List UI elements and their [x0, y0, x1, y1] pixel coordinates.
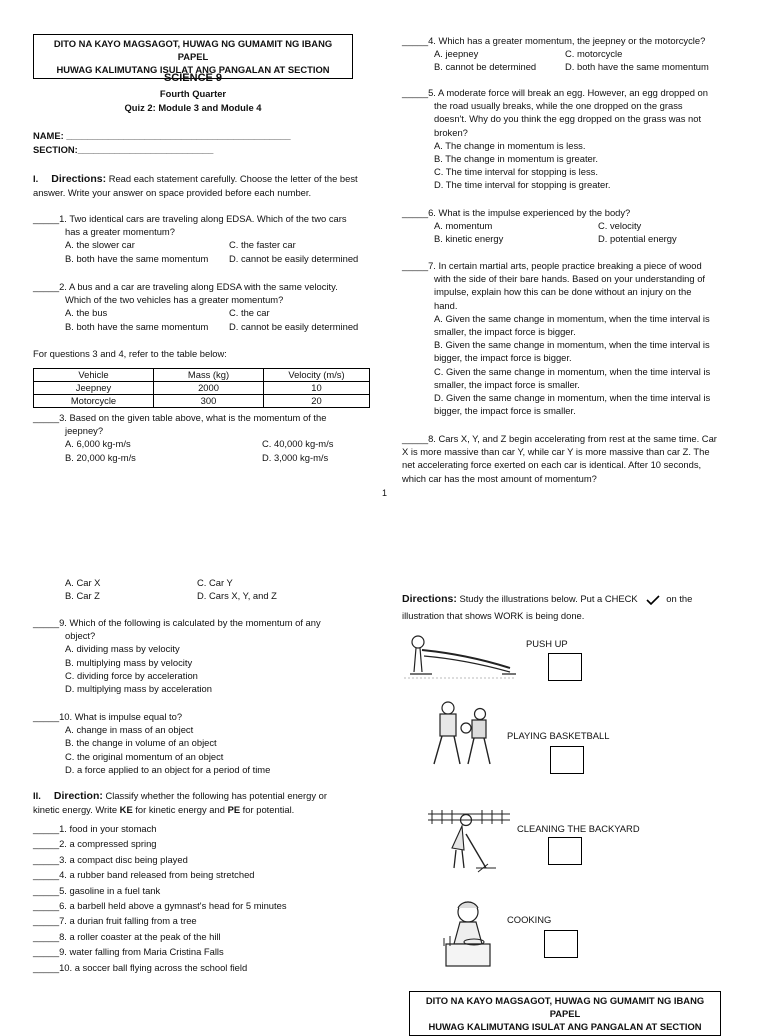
q8-stem-4: which car has the most amount of momentum?	[402, 472, 597, 484]
list-item: _____5. gasoline in a fuel tank	[33, 884, 161, 896]
list-item: _____4. a rubber band released from being stretched	[33, 869, 255, 881]
q2-option-d: D. cannot be easily determined	[229, 320, 359, 332]
q8-option-c: C. Car Y	[197, 577, 233, 588]
q3-stem-1: _____3. Based on the given table above, what is the momentum of the	[33, 412, 327, 423]
list-item: _____2. a compressed spring	[33, 838, 157, 850]
q5-option-b: B. The change in momentum is greater.	[434, 153, 598, 165]
q6-option-a: A. momentum	[434, 220, 493, 232]
illustration-label-basketball: PLAYING BASKETBALL	[507, 730, 610, 741]
table-cell: 10	[264, 382, 370, 395]
q10-option-c: C. the original momentum of an object	[65, 750, 224, 762]
q8-options	[65, 576, 365, 602]
q1-option-c: C. the faster car	[229, 239, 296, 251]
q3-option-a: A. 6,000 kg-m/s	[65, 438, 131, 450]
part3-text-1: Study the illustrations below. Put a CHECK	[456, 593, 638, 604]
push-up-illustration-icon	[402, 628, 518, 682]
illustration-label-cleaning: CLEANING THE BACKYARD	[517, 823, 640, 834]
subject-title: SCIENCE 9	[163, 72, 223, 84]
list-item: _____1. food in your stomach	[33, 823, 157, 834]
q1-stem-1: _____1. Two identical cars are traveling along EDSA. Which of the two cars	[33, 213, 347, 224]
q7-stem-4: hand.	[434, 299, 458, 311]
table-cell: Jeepney	[34, 382, 154, 395]
q4-option-b: B. cannot be determined	[434, 61, 537, 73]
q5-stem-2: the road usually breaks, while the one dropped on the grass	[434, 100, 683, 112]
part1-numeral: I.	[33, 173, 39, 184]
q6-option-d: D. potential energy	[598, 233, 677, 245]
part2-text-1: Classify whether the following has potential energy or	[102, 790, 327, 801]
q2-stem-2: Which of the two vehicles has a greater momentum?	[65, 294, 284, 306]
q4-option-c: C. motorcycle	[565, 48, 623, 60]
part3-text-1b: on the	[666, 593, 693, 604]
q5-option-d: D. The time interval for stopping is greater.	[434, 179, 611, 191]
vehicle-table	[33, 368, 370, 408]
q7-stem-3: impulse, explain how this can be done without an injury on the	[434, 286, 692, 298]
q4-stem: _____4. Which has a greater momentum, the jeepney or the motorcycle?	[402, 35, 706, 46]
q3-stem-2: jeepney?	[65, 425, 104, 437]
q2-option-c: C. the car	[229, 307, 270, 319]
part2-text-2c: for potential.	[240, 804, 295, 816]
q5-stem-4: broken?	[434, 126, 468, 138]
push-up-checkbox[interactable]	[548, 653, 582, 681]
q9-stem-1: _____9. Which of the following is calculated by the momentum of any	[33, 617, 321, 628]
cleaning-illustration-icon	[426, 806, 512, 876]
q7-option-b-cont: bigger, the impact force is bigger.	[434, 352, 572, 364]
illustration-label-push-up: PUSH UP	[526, 638, 568, 649]
section-field[interactable]: SECTION:__________________________	[33, 144, 214, 155]
part1-text: Read each statement carefully. Choose the letter of the best answer. Write your answer on space provided before each number.	[33, 173, 358, 199]
part2-pe: PE	[227, 804, 241, 816]
q10-option-b: B. the change in volume of an object	[65, 737, 217, 749]
cooking-checkbox[interactable]	[544, 930, 578, 958]
notice-line-1: DITO NA KAYO MAGSAGOT, HUWAG NG GUMAMIT NG IBANG PAPEL	[53, 38, 333, 62]
q1-option-b: B. both have the same momentum	[65, 252, 209, 264]
q1-option-a: A. the slower car	[65, 239, 135, 251]
table-header: Velocity (m/s)	[264, 369, 370, 382]
question-8	[402, 432, 747, 485]
part3-label: Directions:	[402, 593, 457, 605]
q2-option-b: B. both have the same momentum	[65, 320, 209, 332]
part1-directions	[33, 172, 369, 199]
list-item: _____9. water falling from Maria Cristina Falls	[33, 946, 224, 958]
notice-line-2: HUWAG KALIMUTANG ISULAT ANG PANGALAN AT SECTION	[56, 64, 330, 75]
list-item: _____3. a compact disc being played	[33, 853, 188, 865]
cleaning-checkbox[interactable]	[548, 837, 582, 865]
q6-option-b: B. kinetic energy	[434, 233, 504, 245]
illustration-label-cooking: COOKING	[507, 914, 552, 925]
question-2	[33, 280, 373, 333]
q5-stem-1: _____5. A moderate force will break an egg. However, an egg dropped on	[402, 87, 708, 98]
list-item: _____10. a soccer ball flying across the school field	[33, 961, 248, 973]
part2-directions	[33, 789, 373, 816]
basketball-illustration-icon	[420, 698, 500, 770]
table-cell: 20	[264, 395, 370, 408]
q10-option-d: D. a force applied to an object for a period of time	[65, 763, 271, 775]
q3-option-b: B. 20,000 kg-m/s	[65, 451, 136, 463]
q5-stem-3: doesn't. Why do you think the egg dropped on the grass was not	[434, 113, 702, 125]
q9-option-d: D. multiplying mass by acceleration	[65, 683, 212, 695]
q1-option-d: D. cannot be easily determined	[229, 252, 359, 264]
q6-option-c: C. velocity	[598, 220, 642, 232]
page-number: 1	[382, 488, 388, 498]
q8-option-b: B. Car Z	[65, 590, 100, 602]
q2-option-a: A. the bus	[65, 307, 108, 319]
notice-line-2: HUWAG KALIMUTANG ISULAT ANG PANGALAN AT SECTION	[428, 1021, 702, 1032]
q7-option-a: A. Given the same change in momentum, when the time interval is	[434, 312, 710, 324]
list-item: _____7. a durian fruit falling from a tree	[33, 915, 197, 927]
part2-text-2a: kinetic energy. Write	[33, 804, 120, 816]
q10-option-a: A. change in mass of an object	[65, 724, 194, 736]
q7-stem-1: _____7. In certain martial arts, people practice breaking a piece of wood	[402, 260, 702, 271]
q4-option-d: D. both have the same momentum	[565, 61, 709, 73]
q8-stem-3: net accelerating force exerted on each car is identical. After 10 seconds,	[402, 459, 702, 471]
q2-stem-1: _____2. A bus and a car are traveling along EDSA with the same velocity.	[33, 281, 338, 292]
q5-option-a: A. The change in momentum is less.	[434, 139, 586, 151]
q7-option-d-cont: bigger, the impact force is smaller.	[434, 405, 576, 417]
q8-option-d: D. Cars X, Y, and Z	[197, 590, 277, 602]
q4-option-a: A. jeepney	[434, 48, 479, 60]
question-5	[402, 86, 747, 192]
question-6	[402, 206, 747, 246]
question-1	[33, 212, 373, 265]
cooking-illustration-icon	[440, 898, 494, 970]
basketball-checkbox[interactable]	[550, 746, 584, 774]
q7-option-d: D. Given the same change in momentum, when the time interval is	[434, 392, 711, 404]
table-intro: For questions 3 and 4, refer to the table below:	[33, 348, 227, 359]
part3-text-2: illustration that shows WORK is being done.	[402, 610, 585, 622]
part2-numeral: II.	[33, 790, 41, 801]
checkmark-icon	[646, 595, 660, 605]
part2-label: Direction:	[53, 790, 103, 802]
question-7	[402, 259, 747, 417]
q9-option-b: B. multiplying mass by velocity	[65, 656, 193, 668]
table-header: Mass (kg)	[154, 369, 264, 382]
notice-box-bottom	[409, 991, 721, 1036]
part2-text-2b: for kinetic energy and	[132, 804, 228, 816]
part2-ke: KE	[119, 804, 133, 816]
question-4	[402, 34, 747, 74]
question-3	[33, 411, 373, 464]
q9-stem-2: object?	[65, 630, 96, 642]
table-cell: 2000	[154, 382, 264, 395]
quiz-title: Quiz 2: Module 3 and Module 4	[124, 102, 262, 113]
list-item: _____8. a roller coaster at the peak of the hill	[33, 930, 221, 942]
table-cell: 300	[154, 395, 264, 408]
part3-directions	[402, 592, 747, 622]
q7-option-a-cont: smaller, the impact force is bigger.	[434, 326, 576, 338]
q7-option-c: C. Given the same change in momentum, when the time interval is	[434, 365, 711, 377]
q7-option-c-cont: smaller, the impact force is smaller.	[434, 378, 580, 390]
q7-stem-2: with the side of their bare hands. Based on your understanding of	[434, 273, 706, 285]
q5-option-c: C. The time interval for stopping is less.	[434, 166, 598, 178]
table-row	[34, 395, 370, 408]
notice-line-1: DITO NA KAYO MAGSAGOT, HUWAG NG GUMAMIT NG IBANG PAPEL	[425, 995, 705, 1019]
table-cell: Motorcycle	[34, 395, 154, 408]
q1-stem-2: has a greater momentum?	[65, 226, 175, 238]
q3-option-d: D. 3,000 kg-m/s	[262, 451, 329, 463]
question-10	[33, 710, 373, 776]
q3-option-c: C. 40,000 kg-m/s	[262, 438, 334, 450]
q8-option-a: A. Car X	[65, 577, 101, 588]
q9-option-c: C. dividing force by acceleration	[65, 669, 198, 681]
table-row	[34, 382, 370, 395]
q8-stem-2: X is more massive than car Y, while car Y is more massive than car Z. The	[402, 446, 710, 458]
name-field[interactable]: NAME: ___________________________________________	[33, 130, 291, 141]
quarter-title: Fourth Quarter	[159, 88, 227, 99]
q8-stem-1: _____8. Cars X, Y, and Z begin accelerating from rest at the same time. Car	[402, 433, 717, 444]
question-9	[33, 616, 373, 695]
q9-option-a: A. dividing mass by velocity	[65, 643, 180, 655]
part1-label: Directions:	[51, 173, 107, 185]
q6-stem: _____6. What is the impulse experienced by the body?	[402, 207, 631, 218]
table-header: Vehicle	[34, 369, 154, 382]
q7-option-b: B. Given the same change in momentum, when the time interval is	[434, 339, 710, 351]
q10-stem: _____10. What is impulse equal to?	[33, 711, 183, 722]
part2-items	[33, 821, 373, 975]
list-item: _____6. a barbell held above a gymnast's head for 5 minutes	[33, 900, 287, 912]
table-header-row	[34, 369, 370, 382]
